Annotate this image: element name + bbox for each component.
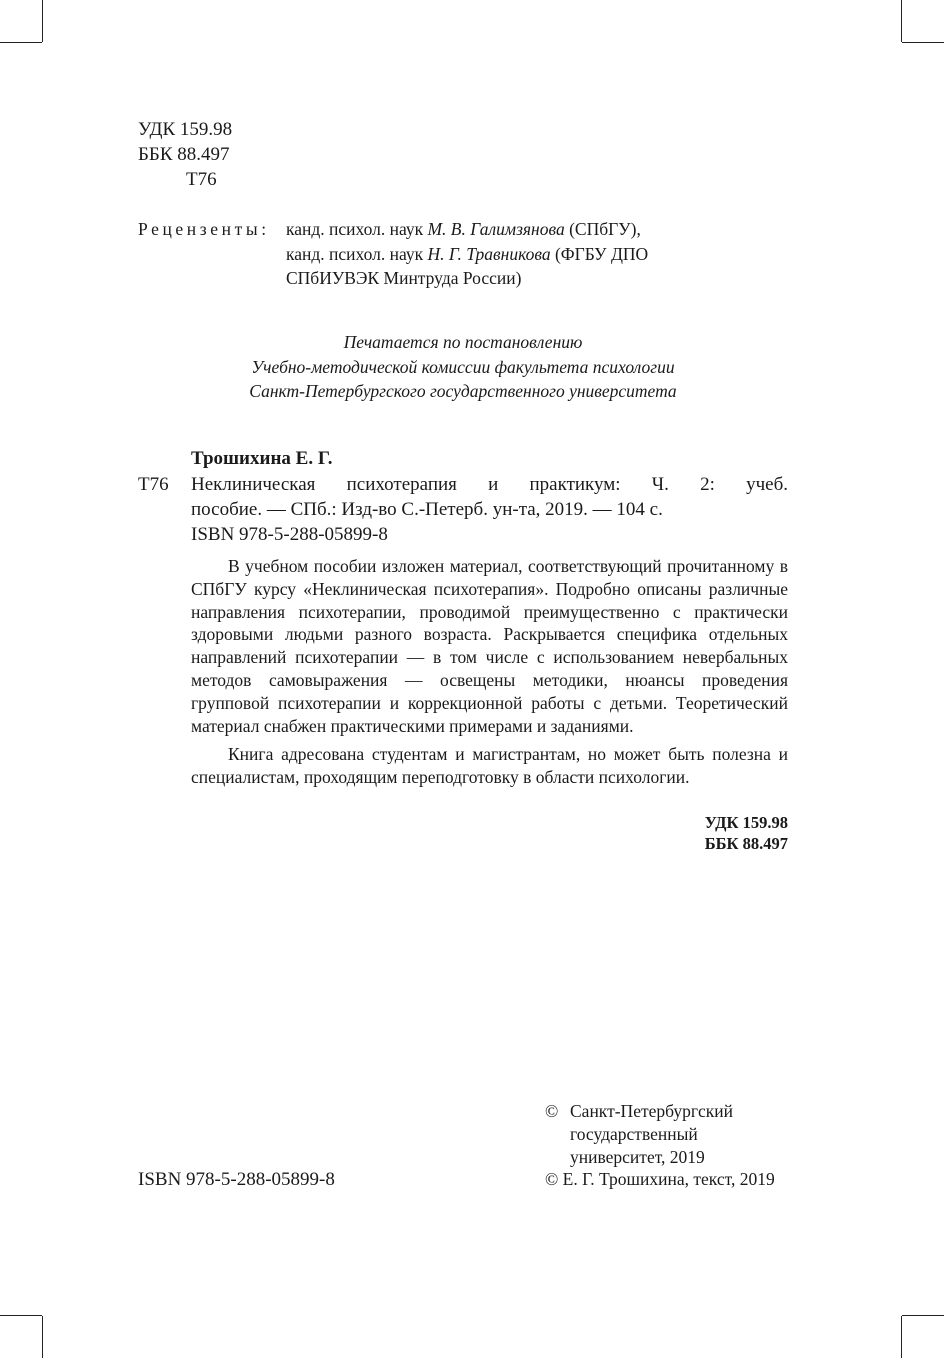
reviewers-list [286, 217, 706, 291]
reviewer-line: канд. психол. наук М. В. Галимзянова (СПбГУ), [286, 219, 641, 239]
reviewer-name: Н. Г. Травникова [427, 243, 551, 264]
crop-mark-top-left-vertical [42, 0, 43, 42]
bbk-code-bold: ББК 88.497 [704, 834, 788, 853]
classification-summary [560, 812, 788, 854]
crop-mark-bottom-left-vertical [42, 1316, 43, 1358]
udk-code: УДК 159.98 [138, 119, 233, 140]
bibliographic-description [191, 472, 788, 547]
isbn-footer: ISBN 978-5-288-05899-8 [138, 1169, 335, 1190]
authorization-line: Учебно-методической комиссии факультета психологии [251, 356, 675, 377]
annotation [191, 555, 788, 789]
annotation-paragraph: Книга адресована студентам и магистрантам, но может быть полезна и специалистам, проходящим переподготовку в области психологии. [191, 744, 788, 788]
copyright-author: © Е. Г. Трошихина, текст, 2019 [545, 1169, 775, 1189]
author-heading: Трошихина Е. Г. [191, 448, 333, 469]
crop-mark-bottom-right-horizontal [902, 1315, 944, 1316]
reviewer-line: канд. психол. наук Н. Г. Травникова (ФГБУ ДПО [286, 243, 649, 264]
bbk-code: ББК 88.497 [138, 144, 230, 165]
bibliographic-mark: Т76 [138, 474, 169, 495]
classification-block [138, 117, 232, 192]
crop-mark-bottom-right-vertical [901, 1316, 902, 1358]
authorization-line: Санкт-Петербургского государственного университета [249, 381, 677, 401]
reviewer-line: СПбИУВЭК Минтруда России) [286, 268, 522, 288]
isbn-line: ISBN 978-5-288-05899-8 [191, 524, 388, 545]
publication-authorization [138, 330, 788, 404]
title-line: Неклиническая психотерапия и практикум: Ч. 2: учеб. [191, 474, 788, 495]
reviewer-name: М. В. Галимзянова [427, 219, 565, 239]
copyright-icon: © [545, 1101, 559, 1121]
crop-mark-top-left-horizontal [0, 42, 42, 43]
author-mark: Т76 [186, 169, 217, 190]
annotation-paragraph: В учебном пособии изложен материал, соответствующий прочитанному в СПбГУ курсу «Неклиническая психотерапия». Подробно описаны различные направления психотерапии, проводимой преимущественно с практически здоровыми людьми разного возраста. Раскрывается специфика отдельных направлений психотерапии — в том числе с использованием невербальных методов самовыражения — освещены методики, нюансы проведения групповой психотерапии и коррекционной работы с детьми. Теоретический материал снабжен практическими примерами и заданиями. [191, 556, 788, 736]
publisher-line: пособие. — СПб.: Изд-во С.-Петерб. ун-та, 2019. — 104 с. [191, 499, 663, 520]
authorization-line: Печатается по постановлению [343, 332, 583, 352]
udk-code-bold: УДК 159.98 [704, 813, 788, 832]
crop-mark-bottom-left-horizontal [0, 1315, 42, 1316]
copyright-holder: Санкт-Петербургский государственный университет, 2019 [570, 1101, 734, 1167]
reviewers-label: Рецензенты: [138, 219, 270, 239]
crop-mark-top-right-horizontal [902, 42, 944, 43]
crop-mark-top-right-vertical [901, 0, 902, 42]
